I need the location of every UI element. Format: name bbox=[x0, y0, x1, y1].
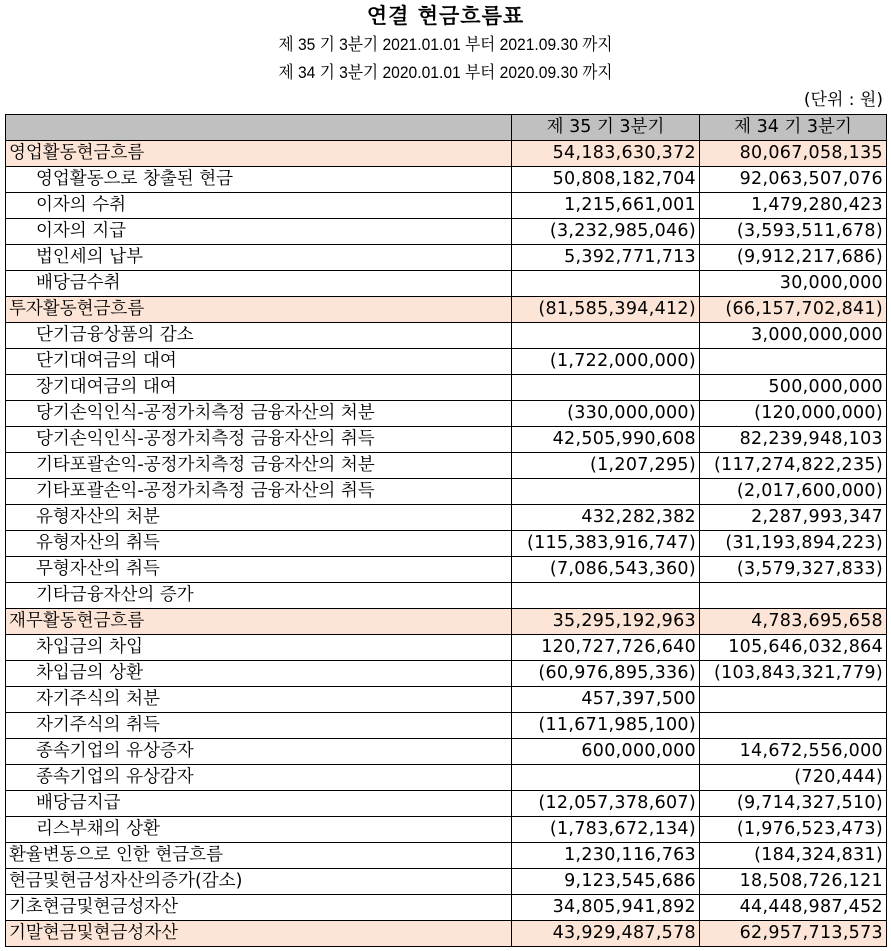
row-value-prior bbox=[700, 687, 887, 713]
table-row bbox=[6, 765, 887, 791]
row-value-prior: 14,672,556,000 bbox=[700, 739, 887, 765]
row-value-current: (12,057,378,607) bbox=[512, 791, 700, 817]
table-row bbox=[6, 167, 887, 193]
row-value-prior: (2,017,600,000) bbox=[700, 479, 887, 505]
row-value-current: 34,805,941,892 bbox=[512, 895, 700, 921]
header-label bbox=[6, 115, 512, 141]
row-value-current: (1,722,000,000) bbox=[512, 349, 700, 375]
table-row bbox=[6, 817, 887, 843]
row-label: 기타포괄손익-공정가치측정 금융자산의 취득 bbox=[6, 479, 512, 505]
row-value-prior: 92,063,507,076 bbox=[700, 167, 887, 193]
row-value-prior: (103,843,321,779) bbox=[700, 661, 887, 687]
row-label: 무형자산의 취득 bbox=[6, 557, 512, 583]
table-row bbox=[6, 713, 887, 739]
row-label: 이자의 수취 bbox=[6, 193, 512, 219]
table-row bbox=[6, 531, 887, 557]
row-label: 기타금융자산의 증가 bbox=[6, 583, 512, 609]
row-value-current: 35,295,192,963 bbox=[512, 609, 700, 635]
row-value-current bbox=[512, 323, 700, 349]
table-header-row bbox=[6, 115, 887, 141]
row-value-current: 1,230,116,763 bbox=[512, 843, 700, 869]
table-row bbox=[6, 271, 887, 297]
row-label: 단기대여금의 대여 bbox=[6, 349, 512, 375]
row-value-current: 600,000,000 bbox=[512, 739, 700, 765]
table-row bbox=[6, 427, 887, 453]
unit-label: (단위 : 원) bbox=[803, 90, 883, 110]
row-label: 기초현금및현금성자산 bbox=[6, 895, 512, 921]
row-value-current: 1,215,661,001 bbox=[512, 193, 700, 219]
table-row bbox=[6, 635, 887, 661]
row-value-prior: 500,000,000 bbox=[700, 375, 887, 401]
row-value-prior: (9,714,327,510) bbox=[700, 791, 887, 817]
row-label: 재무활동현금흐름 bbox=[6, 609, 512, 635]
document-title: 연결 현금흐름표 bbox=[366, 4, 525, 28]
row-value-prior: (9,912,217,686) bbox=[700, 245, 887, 271]
row-value-current bbox=[512, 271, 700, 297]
row-value-prior: (117,274,822,235) bbox=[700, 453, 887, 479]
row-value-current: (330,000,000) bbox=[512, 401, 700, 427]
row-value-current: 432,282,382 bbox=[512, 505, 700, 531]
table-row bbox=[6, 583, 887, 609]
row-label: 이자의 지급 bbox=[6, 219, 512, 245]
row-value-current: 50,808,182,704 bbox=[512, 167, 700, 193]
table-row bbox=[6, 843, 887, 869]
row-value-prior: 30,000,000 bbox=[700, 271, 887, 297]
row-value-current: (60,976,895,336) bbox=[512, 661, 700, 687]
table-row-section bbox=[6, 609, 887, 635]
row-label: 차입금의 상환 bbox=[6, 661, 512, 687]
row-label: 자기주식의 취득 bbox=[6, 713, 512, 739]
row-label: 투자활동현금흐름 bbox=[6, 297, 512, 323]
row-label: 당기손익인식-공정가치측정 금융자산의 취득 bbox=[6, 427, 512, 453]
header-prior-period: 제 34 기 3분기 bbox=[700, 115, 887, 141]
row-value-current: (11,671,985,100) bbox=[512, 713, 700, 739]
row-value-current: 9,123,545,686 bbox=[512, 869, 700, 895]
row-value-current: 120,727,726,640 bbox=[512, 635, 700, 661]
row-value-prior bbox=[700, 713, 887, 739]
row-value-prior: (184,324,831) bbox=[700, 843, 887, 869]
period-current: 제 35 기 3분기 2021.01.01 부터 2021.09.30 까지 bbox=[278, 35, 613, 54]
table-row bbox=[6, 505, 887, 531]
table-row bbox=[6, 453, 887, 479]
row-value-current: (7,086,543,360) bbox=[512, 557, 700, 583]
cash-flow-table bbox=[5, 114, 887, 947]
table-row-section bbox=[6, 921, 887, 947]
row-label: 기말현금및현금성자산 bbox=[6, 921, 512, 947]
row-label: 종속기업의 유상증자 bbox=[6, 739, 512, 765]
row-value-prior: (120,000,000) bbox=[700, 401, 887, 427]
row-value-prior: 82,239,948,103 bbox=[700, 427, 887, 453]
period-prior: 제 34 기 3분기 2020.01.01 부터 2020.09.30 까지 bbox=[278, 63, 613, 82]
row-value-prior: 44,448,987,452 bbox=[700, 895, 887, 921]
row-value-current: 457,397,500 bbox=[512, 687, 700, 713]
row-label: 유형자산의 취득 bbox=[6, 531, 512, 557]
row-value-current: 42,505,990,608 bbox=[512, 427, 700, 453]
row-label: 장기대여금의 대여 bbox=[6, 375, 512, 401]
row-value-prior: (66,157,702,841) bbox=[700, 297, 887, 323]
row-value-current: (1,783,672,134) bbox=[512, 817, 700, 843]
row-value-prior: (720,444) bbox=[700, 765, 887, 791]
row-label: 차입금의 차입 bbox=[6, 635, 512, 661]
row-value-current: (81,585,394,412) bbox=[512, 297, 700, 323]
table-row bbox=[6, 895, 887, 921]
row-label: 법인세의 납부 bbox=[6, 245, 512, 271]
row-label: 단기금융상품의 감소 bbox=[6, 323, 512, 349]
row-value-current: (115,383,916,747) bbox=[512, 531, 700, 557]
row-value-prior bbox=[700, 349, 887, 375]
row-value-prior: (31,193,894,223) bbox=[700, 531, 887, 557]
row-value-prior: 18,508,726,121 bbox=[700, 869, 887, 895]
row-label: 환율변동으로 인한 현금흐름 bbox=[6, 843, 512, 869]
row-label: 유형자산의 처분 bbox=[6, 505, 512, 531]
row-value-prior: 62,957,713,573 bbox=[700, 921, 887, 947]
row-value-current bbox=[512, 765, 700, 791]
row-value-prior: (3,579,327,833) bbox=[700, 557, 887, 583]
table-row bbox=[6, 349, 887, 375]
row-label: 영업활동현금흐름 bbox=[6, 141, 512, 167]
row-label: 배당금수취 bbox=[6, 271, 512, 297]
table-row-section bbox=[6, 141, 887, 167]
table-row bbox=[6, 219, 887, 245]
table-row bbox=[6, 245, 887, 271]
row-value-current: (1,207,295) bbox=[512, 453, 700, 479]
row-label: 리스부채의 상환 bbox=[6, 817, 512, 843]
row-label: 당기손익인식-공정가치측정 금융자산의 처분 bbox=[6, 401, 512, 427]
row-value-prior: 1,479,280,423 bbox=[700, 193, 887, 219]
row-value-current bbox=[512, 375, 700, 401]
row-value-current bbox=[512, 479, 700, 505]
row-label: 기타포괄손익-공정가치측정 금융자산의 처분 bbox=[6, 453, 512, 479]
table-row bbox=[6, 375, 887, 401]
row-value-prior: 4,783,695,658 bbox=[700, 609, 887, 635]
row-value-current: 54,183,630,372 bbox=[512, 141, 700, 167]
table-row bbox=[6, 401, 887, 427]
table-row bbox=[6, 479, 887, 505]
row-label: 자기주식의 처분 bbox=[6, 687, 512, 713]
row-value-current: 43,929,487,578 bbox=[512, 921, 700, 947]
table-row-section bbox=[6, 297, 887, 323]
table-row bbox=[6, 323, 887, 349]
row-value-prior: (1,976,523,473) bbox=[700, 817, 887, 843]
row-value-prior: 105,646,032,864 bbox=[700, 635, 887, 661]
table-row bbox=[6, 193, 887, 219]
row-value-prior: (3,593,511,678) bbox=[700, 219, 887, 245]
table-row bbox=[6, 869, 887, 895]
row-label: 배당금지급 bbox=[6, 791, 512, 817]
row-label: 종속기업의 유상감자 bbox=[6, 765, 512, 791]
row-value-current: (3,232,985,046) bbox=[512, 219, 700, 245]
table-row bbox=[6, 739, 887, 765]
row-value-prior bbox=[700, 583, 887, 609]
row-label: 현금및현금성자산의증가(감소) bbox=[6, 869, 512, 895]
table-row bbox=[6, 557, 887, 583]
row-value-current: 5,392,771,713 bbox=[512, 245, 700, 271]
row-value-prior: 2,287,993,347 bbox=[700, 505, 887, 531]
table-body bbox=[6, 141, 887, 947]
table-row bbox=[6, 791, 887, 817]
row-value-current bbox=[512, 583, 700, 609]
row-value-prior: 80,067,058,135 bbox=[700, 141, 887, 167]
table-row bbox=[6, 661, 887, 687]
row-value-prior: 3,000,000,000 bbox=[700, 323, 887, 349]
row-label: 영업활동으로 창출된 현금 bbox=[6, 167, 512, 193]
header-current-period: 제 35 기 3분기 bbox=[512, 115, 700, 141]
table-row bbox=[6, 687, 887, 713]
